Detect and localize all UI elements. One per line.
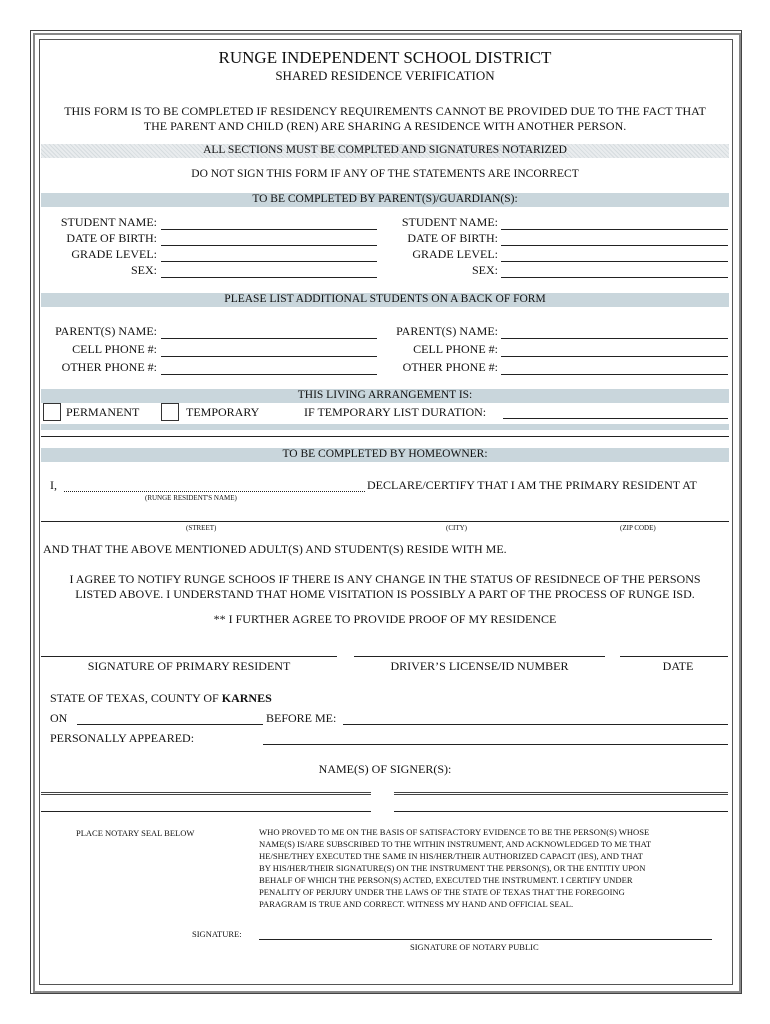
student2-sex-field[interactable]	[501, 277, 728, 278]
intro-line-1: THIS FORM IS TO BE COMPLETED IF RESIDENCY REQUIREMENTS CANNOT BE PROVIDED DUE TO THE FACT THAT	[64, 104, 706, 118]
primary-resident-signature-field[interactable]	[41, 656, 337, 657]
parent-section-heading: TO BE COMPLETED BY PARENT(S)/GUARDIAN(S):	[252, 193, 518, 205]
names-of-signer-label: NAME(S) OF SIGNER(S):	[318, 762, 452, 776]
notary-name-field[interactable]	[343, 724, 728, 725]
proof-statement: ** I FURTHER AGREE TO PROVIDE PROOF OF MY RESIDENCE	[213, 612, 557, 626]
temporary-checkbox[interactable]	[161, 403, 179, 421]
do-not-sign-notice: DO NOT SIGN THIS FORM IF ANY OF THE STATEMENTS ARE INCORRECT	[191, 168, 579, 180]
parent2-other-phone-label: OTHER PHONE #:	[402, 360, 498, 374]
arrangement-heading: THIS LIVING ARRANGEMENT IS:	[297, 389, 473, 401]
duration-label: IF TEMPORARY LIST DURATION:	[304, 405, 487, 419]
resident-name-caption: (RUNGE RESIDENT'S NAME)	[145, 494, 237, 502]
student1-grade-field[interactable]	[161, 261, 377, 262]
parent1-other-phone-field[interactable]	[161, 374, 377, 375]
signer-name-field-2[interactable]	[394, 792, 728, 795]
date-field[interactable]	[620, 656, 728, 657]
notary-seal-label: PLACE NOTARY SEAL BELOW	[76, 828, 195, 838]
student1-sex-field[interactable]	[161, 277, 377, 278]
student1-dob-field[interactable]	[161, 245, 377, 246]
personally-appeared-label: PERSONALLY APPEARED:	[50, 731, 195, 745]
form-title: RUNGE INDEPENDENT SCHOOL DISTRICT	[218, 48, 552, 67]
signer-name-field-3[interactable]	[41, 811, 371, 812]
parent2-cell-field[interactable]	[501, 356, 728, 357]
parent1-name-field[interactable]	[161, 338, 377, 339]
student2-name-label: STUDENT NAME:	[401, 215, 498, 229]
student2-grade-label: GRADE LEVEL:	[412, 247, 498, 261]
student2-name-field[interactable]	[501, 229, 728, 230]
signer-name-field-1[interactable]	[41, 792, 371, 795]
street-caption: (STREET)	[186, 524, 217, 532]
student1-name-field[interactable]	[161, 229, 377, 230]
parent2-cell-label: CELL PHONE #:	[413, 342, 498, 356]
parent1-cell-field[interactable]	[161, 356, 377, 357]
zip-caption: (ZIP CODE)	[620, 524, 656, 532]
personally-appeared-field[interactable]	[263, 744, 728, 745]
city-caption: (CITY)	[446, 524, 467, 532]
notary-public-caption: SIGNATURE OF NOTARY PUBLIC	[410, 942, 539, 952]
notary-statement-line: HE/SHE/THEY EXECUTED THE SAME IN HIS/HER/THEIR AUTHORIZED CAPACIT (IES), AND THAT	[259, 851, 643, 861]
notary-statement-line: WHO PROVED TO ME ON THE BASIS OF SATISFACTORY EVIDENCE TO BE THE PERSON(S) WHOSE	[259, 827, 650, 837]
permanent-label: PERMANENT	[66, 405, 140, 419]
section-divider-line	[41, 436, 729, 437]
student2-grade-field[interactable]	[501, 261, 728, 262]
reside-statement: AND THAT THE ABOVE MENTIONED ADULT(S) AND STUDENT(S) RESIDE WITH ME.	[43, 542, 507, 556]
parent1-other-phone-label: OTHER PHONE #:	[61, 360, 157, 374]
before-me-label: BEFORE ME:	[266, 711, 337, 725]
student1-name-label: STUDENT NAME:	[60, 215, 157, 229]
county-name: KARNES	[221, 691, 272, 705]
parent2-other-phone-field[interactable]	[501, 374, 728, 375]
additional-students-note: PLEASE LIST ADDITIONAL STUDENTS ON A BACK OF FORM	[224, 293, 546, 305]
parent1-name-label: PARENT(S) NAME:	[55, 324, 157, 338]
address-field[interactable]	[41, 521, 729, 522]
agree-line-2: LISTED ABOVE. I UNDERSTAND THAT HOME VISITATION IS POSSIBLY A PART OF THE PROCESS OF RUNGE ISD.	[75, 587, 695, 601]
student1-grade-label: GRADE LEVEL:	[71, 247, 157, 261]
date-label: DATE	[662, 659, 694, 673]
parent1-cell-label: CELL PHONE #:	[72, 342, 157, 356]
student2-dob-label: DATE OF BIRTH:	[407, 231, 498, 245]
signer-name-field-4[interactable]	[394, 811, 728, 812]
notary-signature-label: SIGNATURE:	[192, 929, 242, 939]
student2-sex-label: SEX:	[471, 263, 498, 277]
student2-dob-field[interactable]	[501, 245, 728, 246]
state-county-text: STATE OF TEXAS, COUNTY OF	[50, 691, 222, 705]
notary-statement-line: PENALITY OF PERJURY UNDER THE LAWS OF THE STATE OF TEXAS THAT THE FOREGOING	[259, 887, 625, 897]
homeowner-section-heading: TO BE COMPLETED BY HOMEOWNER:	[282, 448, 488, 460]
notary-statement-line: BEHALF OF WHICH THE PERSON(S) ACTED, EXECUTED THE INSTRUMENT. I CERTIFY UNDER	[259, 875, 633, 885]
temporary-label: TEMPORARY	[186, 405, 260, 419]
declare-text: DECLARE/CERTIFY THAT I AM THE PRIMARY RESIDENT AT	[367, 478, 697, 492]
notary-statement-line: BY HIS/HER/THEIR SIGNATURE(S) ON THE INSTRUMENT THE PERSON(S), OR THE ENTITIY UPON	[259, 863, 646, 873]
form-subtitle: SHARED RESIDENCE VERIFICATION	[275, 68, 495, 83]
notary-signature-field[interactable]	[259, 939, 712, 940]
notary-statement	[259, 826, 729, 910]
intro-line-2: THE PARENT AND CHILD (REN) ARE SHARING A RESIDENCE WITH ANOTHER PERSON.	[143, 119, 627, 133]
student1-sex-label: SEX:	[130, 263, 157, 277]
on-label: ON	[50, 711, 68, 725]
notarized-notice: ALL SECTIONS MUST BE COMPLTED AND SIGNATURES NOTARIZED	[203, 144, 567, 156]
parent2-name-label: PARENT(S) NAME:	[396, 324, 498, 338]
parent2-name-field[interactable]	[501, 338, 728, 339]
agree-line-1: I AGREE TO NOTIFY RUNGE SCHOOS IF THERE IS ANY CHANGE IN THE STATUS OF RESIDNECE OF THE PERSONS	[69, 572, 701, 586]
permanent-checkbox[interactable]	[43, 403, 61, 421]
notary-statement-line: NAME(S) IS/ARE SUBSCRIBED TO THE WITHIN INSTRUMENT, AND ACKNOWLEDGED TO ME THAT	[259, 839, 652, 849]
notary-statement-line: PARAGRAM IS TRUE AND CORRECT. WITNESS MY HAND AND OFFICIAL SEAL.	[259, 899, 574, 909]
homeowner-i-label: I,	[50, 478, 57, 492]
student1-dob-label: DATE OF BIRTH:	[66, 231, 157, 245]
resident-name-field[interactable]	[64, 491, 365, 492]
notary-date-field[interactable]	[77, 724, 263, 725]
duration-field[interactable]	[503, 418, 728, 419]
drivers-license-label: DRIVER’S LICENSE/ID NUMBER	[390, 659, 569, 673]
signature-primary-label: SIGNATURE OF PRIMARY RESIDENT	[87, 659, 291, 673]
state-county-label	[50, 691, 272, 706]
drivers-license-field[interactable]	[354, 656, 605, 657]
section-divider-band	[41, 424, 729, 430]
